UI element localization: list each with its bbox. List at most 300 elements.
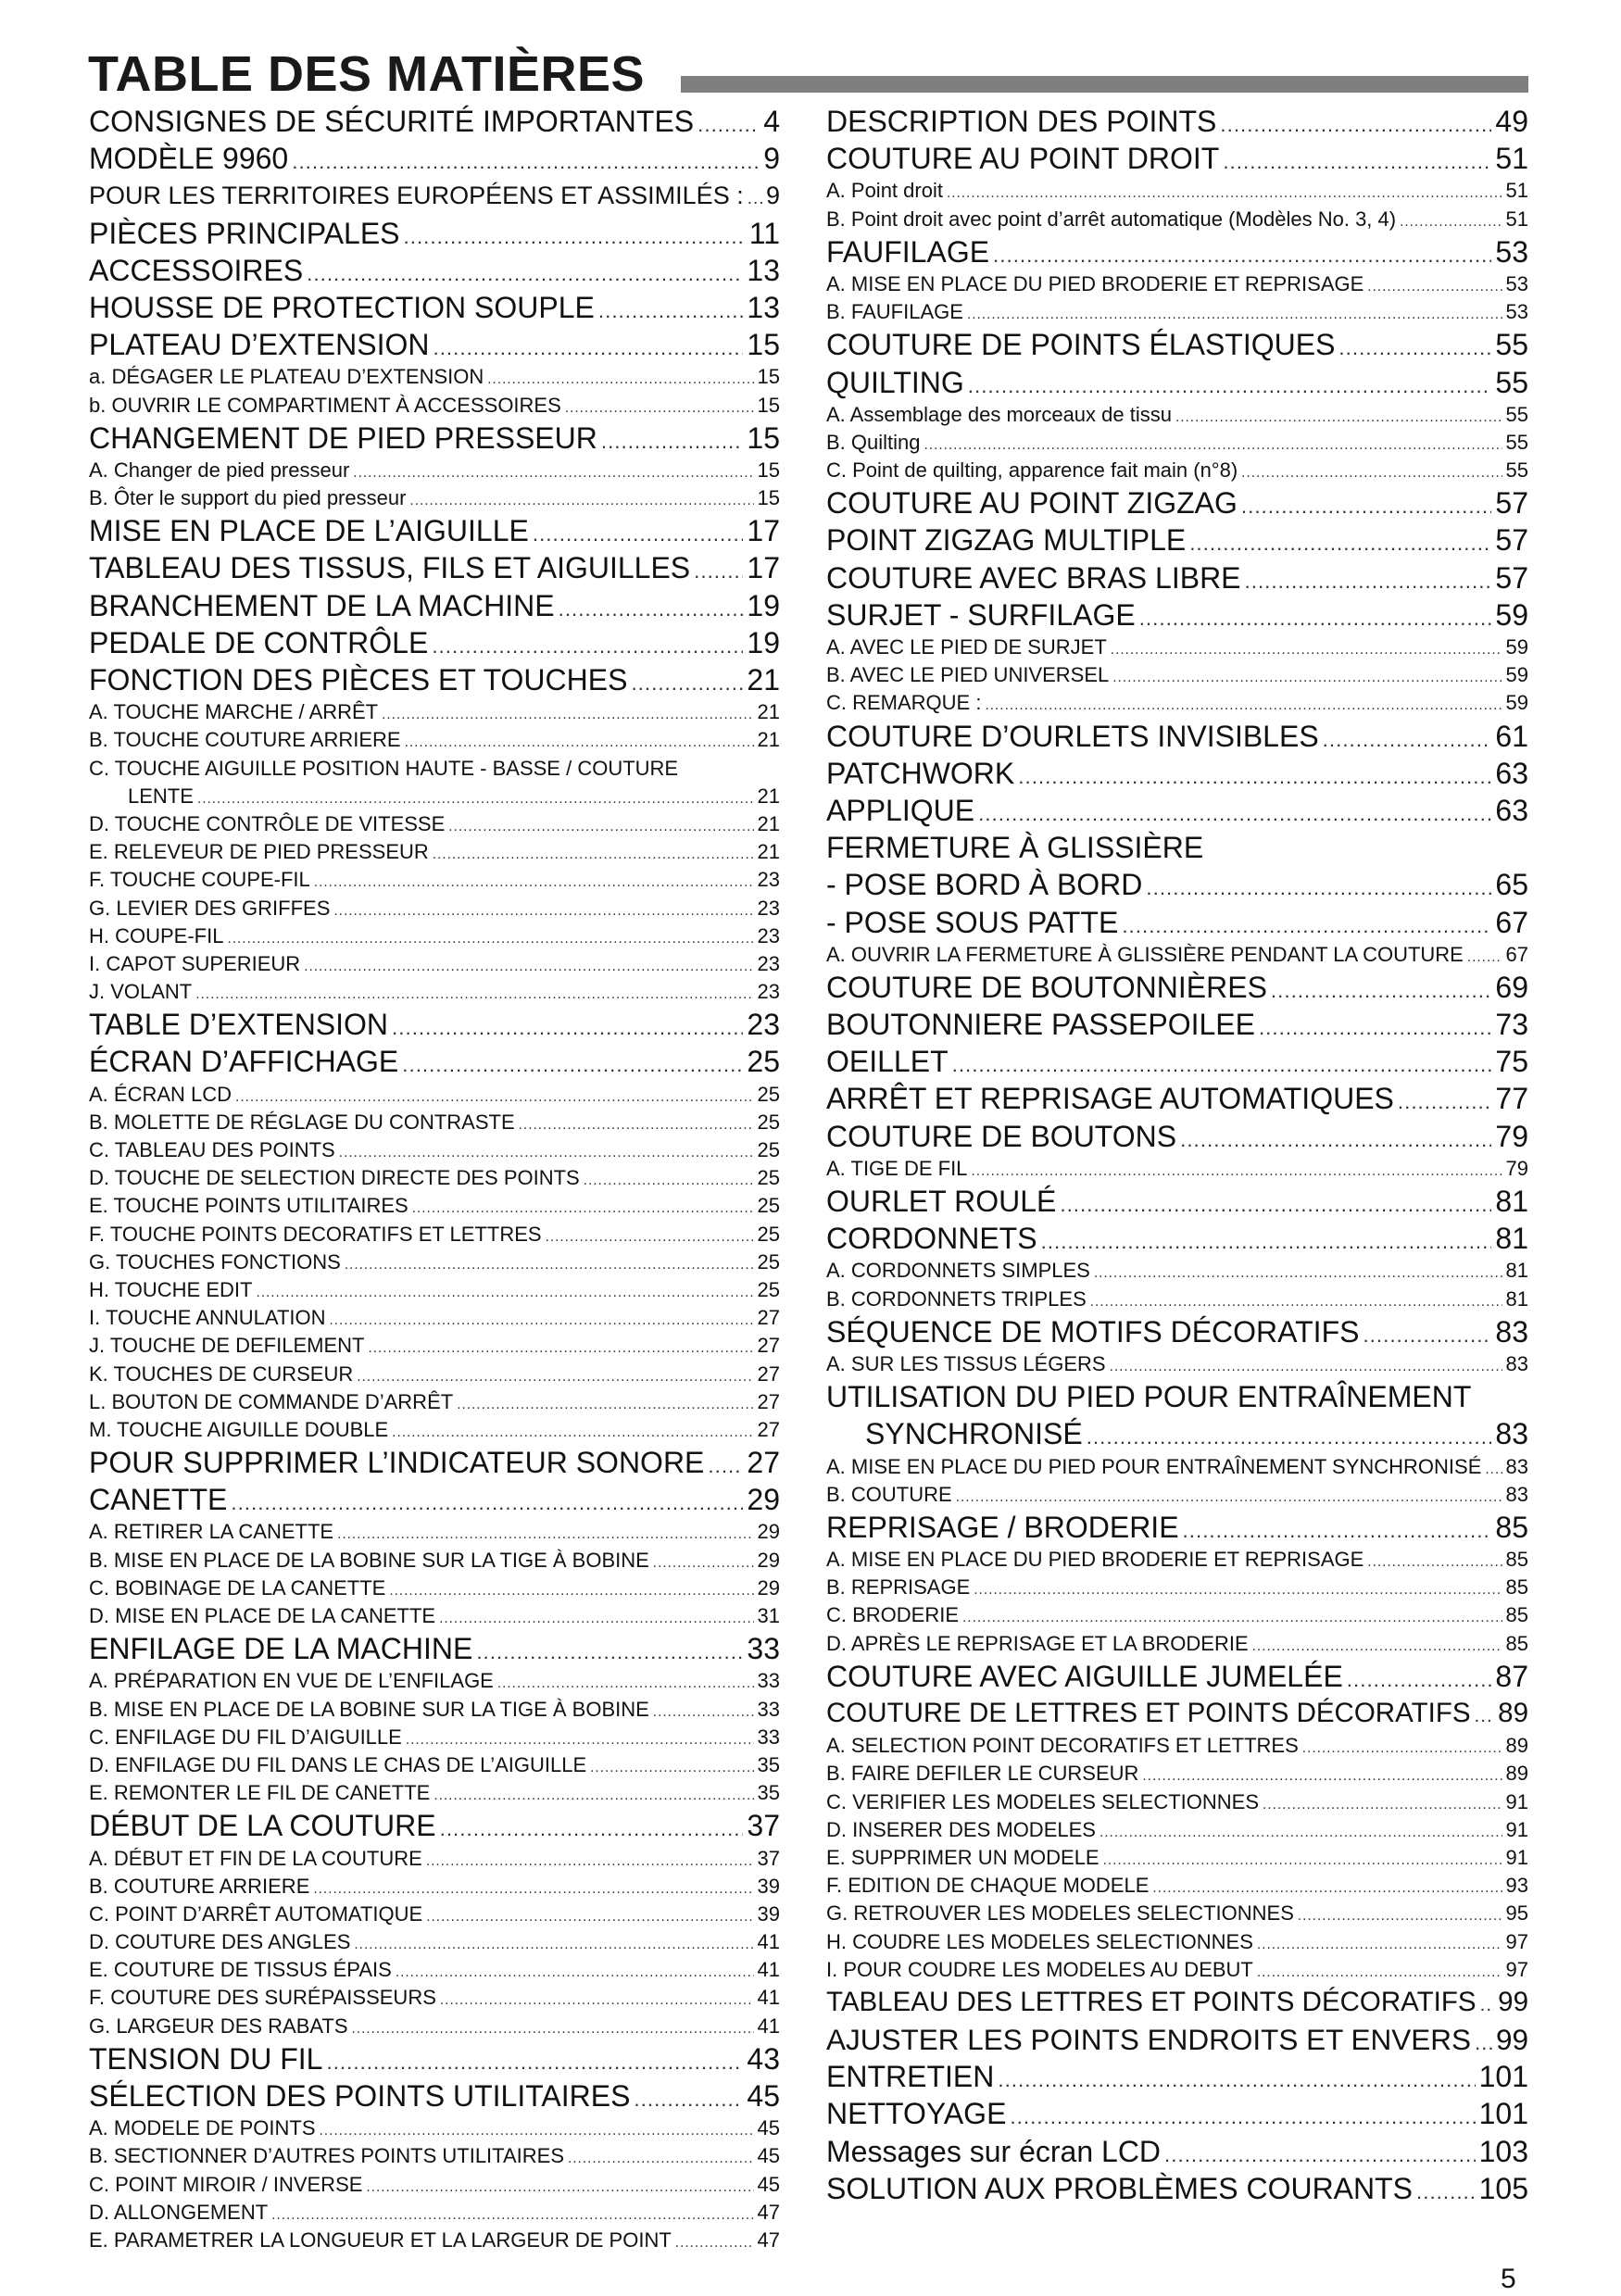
toc-entry-page: 25: [757, 1222, 780, 1246]
toc-entry-page: 51: [1505, 207, 1528, 231]
dot-leader: [1146, 870, 1491, 907]
toc-entry-title: A. TIGE DE FIL: [826, 1156, 968, 1180]
toc-entry-page: 83: [1495, 1314, 1528, 1349]
toc-entry-title: C. REMARQUE :: [826, 691, 982, 715]
toc-entry-title: REPRISAGE / BRODERIE: [826, 1510, 1179, 1544]
toc-entry-page: 81: [1505, 1286, 1528, 1311]
toc-entry-page: 17: [747, 514, 780, 548]
toc-entry-title: F. EDITION DE CHAQUE MODELE: [826, 1874, 1150, 1898]
toc-entry: [826, 521, 1528, 558]
toc-entry-page: 55: [1505, 430, 1528, 454]
dot-leader: [337, 1521, 753, 1549]
dot-leader: [1323, 721, 1492, 759]
toc-entry: [826, 559, 1528, 596]
toc-entry-page: 85: [1495, 1510, 1528, 1544]
toc-subentry: [89, 1416, 780, 1444]
toc-entry: [89, 624, 780, 661]
toc-entry-title: E. COUTURE DE TISSUS ÉPAIS: [89, 1958, 392, 1982]
toc-entry-page: 9: [763, 142, 780, 176]
toc-entry: [826, 904, 1528, 941]
toc-entry-page: 55: [1495, 365, 1528, 399]
toc-entry-title: A. SUR LES TISSUS LÉGERS: [826, 1351, 1106, 1375]
toc-subentry: [826, 1546, 1528, 1574]
toc-entry-page: 51: [1495, 142, 1528, 176]
toc-entry-title: D. ALLONGEMENT: [89, 2200, 269, 2224]
dot-leader: [412, 1195, 754, 1223]
toc-entry-title: C. BRODERIE: [826, 1603, 960, 1627]
toc-entry-title: Messages sur écran LCD: [826, 2134, 1162, 2168]
toc-entry-title: SÉLECTION DES POINTS UTILITAIRES: [89, 2079, 631, 2113]
toc-entry-title: POUR SUPPRIMER L’INDICATEUR SONORE: [89, 1446, 705, 1480]
toc-entry-title: SYNCHRONISÉ: [865, 1417, 1083, 1451]
toc-subentry: [89, 1547, 780, 1575]
toc-subentry: [826, 1481, 1528, 1509]
toc-subentry: [89, 1602, 780, 1630]
toc-entry-title: CORDONNETS: [826, 1222, 1037, 1256]
dot-leader: [697, 107, 760, 144]
toc-entry-title: A. OUVRIR LA FERMETURE À GLISSIÈRE PENDANT LA COUTURE: [826, 942, 1464, 966]
toc-entry: [826, 1313, 1528, 1350]
toc-entry-page: 41: [757, 1958, 780, 1982]
dot-leader: [1060, 1186, 1491, 1223]
toc-entry-page: 65: [1495, 868, 1528, 902]
toc-entry-page: 75: [1495, 1045, 1528, 1079]
toc-entry-title: J. TOUCHE DE DEFILEMENT: [89, 1334, 365, 1358]
dot-leader: [330, 1307, 754, 1335]
toc-entry-title: B. TOUCHE COUTURE ARRIERE: [89, 728, 401, 752]
toc-entry-title: F. TOUCHE COUPE-FIL: [89, 868, 310, 892]
dot-leader: [497, 1670, 754, 1698]
toc-entry: [89, 512, 780, 549]
toc-entry-title: B. Quilting: [826, 430, 921, 454]
dot-leader: [1298, 1902, 1502, 1930]
toc-entry-page: 97: [1505, 1957, 1528, 1981]
toc-subentry: [89, 1751, 780, 1779]
toc-entry-page: 27: [747, 1446, 780, 1480]
toc-entry-title: a. DÉGAGER LE PLATEAU D’EXTENSION: [89, 365, 484, 389]
toc-subentry: [89, 484, 780, 512]
toc-entry: [826, 2021, 1528, 2058]
dot-leader: [487, 366, 753, 394]
toc-entry-title: CONSIGNES DE SÉCURITÉ IMPORTANTES: [89, 105, 695, 138]
dot-leader: [433, 841, 754, 869]
toc-entry-title: COUTURE DE POINTS ÉLASTIQUES: [826, 328, 1336, 362]
toc-entry-title: FONCTION DES PIÈCES ET TOUCHES: [89, 663, 628, 696]
dot-leader: [1257, 1931, 1502, 1959]
toc-entry-page: 13: [747, 253, 780, 287]
toc-entry-page: 27: [757, 1417, 780, 1441]
toc-entry-title: A. Changer de pied presseur: [89, 458, 350, 482]
toc-entry-title: B. Ôter le support du pied presseur: [89, 486, 407, 510]
toc-entry-title: B. MOLETTE DE RÉGLAGE DU CONTRASTE: [89, 1110, 515, 1134]
dot-leader: [559, 591, 744, 628]
dot-leader: [357, 1363, 753, 1391]
dot-leader: [1467, 944, 1502, 972]
toc-entry-title: D. TOUCHE CONTRÔLE DE VITESSE: [89, 811, 446, 835]
dot-leader: [1363, 1317, 1491, 1354]
toc-entry-page: 99: [1498, 1986, 1528, 2017]
dot-leader: [1111, 636, 1502, 664]
dot-leader: [396, 1959, 754, 1987]
dot-leader: [653, 1699, 754, 1726]
toc-entry-page: 53: [1505, 300, 1528, 324]
toc-entry-title: A. Point droit: [826, 179, 943, 203]
toc-entry: [89, 549, 780, 586]
dot-leader: [333, 897, 753, 925]
toc-subentry: [89, 922, 780, 950]
toc-entry: [826, 718, 1528, 755]
dot-leader: [1241, 488, 1492, 525]
toc-entry-title: B. SECTIONNER D’AUTRES POINTS UTILITAIRES: [89, 2144, 564, 2168]
toc-entry-page: 45: [747, 2079, 780, 2113]
dot-leader: [392, 1419, 753, 1447]
toc-entry-page: 25: [757, 1138, 780, 1161]
toc-entry-title: D. ENFILAGE DU FIL DANS LE CHAS DE L’AIGUILLE: [89, 1752, 587, 1776]
dot-leader: [962, 1604, 1502, 1632]
toc-entry-title: NETTOYAGE: [826, 2097, 1007, 2131]
toc-subentry: [89, 2199, 780, 2227]
dot-leader: [708, 1448, 743, 1485]
dot-leader: [195, 981, 753, 1009]
dot-leader: [1263, 1791, 1502, 1819]
toc-entry-page: 19: [747, 588, 780, 622]
dot-leader: [426, 1848, 754, 1876]
toc-entry-title: HOUSSE DE PROTECTION SOUPLE: [89, 290, 595, 324]
dot-leader: [631, 665, 743, 702]
toc-entry-page: 41: [757, 1986, 780, 2010]
dot-leader: [598, 293, 744, 330]
toc-entry-title: A. MODELE DE POINTS: [89, 2116, 316, 2140]
toc-entry-page: 45: [757, 2172, 780, 2196]
toc-entry: [826, 484, 1528, 521]
toc-entry-title: I. TOUCHE ANNULATION: [89, 1306, 326, 1330]
toc-entry-title: E. TOUCHE POINTS UTILITAIRES: [89, 1194, 408, 1218]
toc-entry: [89, 252, 780, 289]
toc-subentry: [826, 401, 1528, 429]
dot-leader: [1139, 600, 1492, 637]
toc-entry: [826, 1695, 1528, 1732]
toc-entry-title: COUTURE AU POINT DROIT: [826, 142, 1220, 176]
dot-leader: [353, 459, 753, 487]
dot-leader: [1367, 1549, 1502, 1576]
toc-entry: [826, 326, 1528, 363]
dot-leader: [998, 2062, 1475, 2099]
toc-subentry: [89, 1518, 780, 1546]
toc-entry-page: 15: [757, 365, 780, 389]
dot-leader: [389, 1577, 753, 1605]
toc-entry-title: ARRÊT ET REPRISAGE AUTOMATIQUES: [826, 1082, 1394, 1116]
toc-entry-title: TENSION DU FIL: [89, 2041, 323, 2076]
toc-entry-title: H. TOUCHE EDIT: [89, 1277, 253, 1301]
toc-subentry: [826, 661, 1528, 689]
dot-leader: [1252, 1633, 1502, 1661]
dot-leader: [993, 237, 1491, 274]
toc-entry-page: 81: [1495, 1222, 1528, 1256]
toc-entry-page: 85: [1505, 1603, 1528, 1627]
dot-leader: [368, 1335, 753, 1362]
toc-subentry: [826, 1732, 1528, 1760]
toc-entry-title: C. TABLEAU DES POINTS: [89, 1138, 335, 1161]
toc-entry-page: 35: [757, 1781, 780, 1805]
toc-entry-page: 99: [1495, 2023, 1528, 2057]
toc-entry-title: A. SELECTION POINT DECORATIFS ET LETTRES: [826, 1734, 1299, 1758]
toc-entry-page: 23: [757, 980, 780, 1004]
toc-entry-title: E. RELEVEUR DE PIED PRESSEUR: [89, 840, 429, 864]
dot-leader: [1142, 1763, 1502, 1790]
toc-entry-page: 39: [757, 1874, 780, 1898]
dot-leader: [434, 1782, 753, 1810]
toc-entry: [89, 326, 780, 363]
toc-subentry: [826, 1844, 1528, 1872]
toc-entry: [826, 1984, 1528, 2021]
toc-entry: [826, 1378, 1528, 1415]
toc-entry-page: 81: [1505, 1259, 1528, 1283]
toc-subentry: [826, 1286, 1528, 1313]
dot-leader: [1041, 1223, 1492, 1261]
toc-entry: [826, 2058, 1528, 2095]
toc-entry-page: 89: [1505, 1762, 1528, 1786]
dot-leader: [392, 1010, 743, 1047]
toc-entry: [826, 1509, 1528, 1546]
dot-leader: [314, 869, 754, 897]
toc-entry-title: - POSE BORD À BORD: [826, 868, 1143, 902]
toc-entry-page: 59: [1505, 663, 1528, 687]
toc-entry-page: 55: [1505, 402, 1528, 426]
toc-entry-title: MISE EN PLACE DE L’AIGUILLE: [89, 514, 529, 548]
toc-entry-page: 101: [1478, 2060, 1528, 2094]
toc-entry-title: ENFILAGE DE LA MACHINE: [89, 1632, 473, 1666]
toc-entry-title: ACCESSOIRES: [89, 253, 304, 287]
toc-subentry: [89, 2171, 780, 2199]
toc-subentry: [89, 392, 780, 420]
toc-entry: [89, 1481, 780, 1518]
toc-entry-page: 101: [1478, 2097, 1528, 2131]
dot-leader: [924, 432, 1502, 459]
dot-leader: [967, 301, 1502, 329]
toc-entry-title: C. BOBINAGE DE LA CANETTE: [89, 1575, 386, 1600]
toc-entry: [89, 420, 780, 457]
toc-entry-page: 33: [757, 1725, 780, 1749]
toc-entry-title: UTILISATION DU PIED POUR ENTRAÎNEMENT: [826, 1380, 1472, 1414]
toc-entry-page: 89: [1498, 1698, 1528, 1728]
toc-entry: [89, 103, 780, 140]
toc-entry: [826, 755, 1528, 792]
dot-leader: [440, 1811, 744, 1848]
toc-entry: [826, 792, 1528, 829]
toc-entry-page: 63: [1495, 793, 1528, 827]
dot-leader: [409, 487, 753, 515]
dot-leader: [382, 701, 753, 729]
dot-leader: [404, 219, 746, 256]
dot-leader: [568, 2145, 754, 2173]
toc-entry-title: APPLIQUE: [826, 793, 975, 827]
toc-subentry: [89, 698, 780, 726]
toc-entry-title: B. AVEC LE PIED UNIVERSEL: [826, 663, 1110, 687]
dot-leader: [448, 813, 753, 841]
toc-entry: [826, 2095, 1528, 2132]
dot-leader: [1090, 1288, 1502, 1316]
toc-entry-title: K. TOUCHES DE CURSEUR: [89, 1361, 354, 1386]
toc-entry-title: COUTURE AU POINT ZIGZAG: [826, 486, 1238, 521]
toc-entry-title: M. TOUCHE AIGUILLE DOUBLE: [89, 1417, 389, 1441]
toc-subentry: [89, 783, 780, 810]
toc-entry-title: H. COUPE-FIL: [89, 923, 224, 947]
toc-entry-page: 23: [747, 1008, 780, 1042]
toc-subentry: [89, 810, 780, 838]
toc-subentry: [826, 1760, 1528, 1788]
toc-entry-title: I. CAPOT SUPERIEUR: [89, 951, 301, 975]
toc-subentry: [826, 1956, 1528, 1984]
dot-leader: [271, 2202, 753, 2229]
toc-entry: [89, 289, 780, 326]
dot-leader: [653, 1549, 754, 1577]
dot-leader: [1010, 2099, 1475, 2136]
toc-entry-title: DESCRIPTION DES POINTS: [826, 105, 1217, 138]
toc-entry: [826, 1220, 1528, 1257]
toc-subentry: [826, 1574, 1528, 1601]
dot-leader: [1122, 908, 1491, 945]
toc-subentry: [89, 1081, 780, 1109]
toc-entry: [826, 1415, 1528, 1452]
toc-subentry: [826, 1601, 1528, 1629]
dot-leader: [406, 1726, 754, 1754]
toc-entry-page: 73: [1495, 1008, 1528, 1042]
toc-subentry: [89, 1779, 780, 1807]
toc-entry-title: PATCHWORK: [826, 756, 1015, 790]
toc-entry-page: 91: [1505, 1845, 1528, 1869]
toc-entry: [826, 829, 1528, 866]
dot-leader: [1094, 1260, 1502, 1287]
toc-subentry: [89, 1984, 780, 2012]
dot-leader: [748, 181, 762, 218]
toc-subentry: [89, 457, 780, 484]
toc-entry: [826, 103, 1528, 140]
toc-entry-title: PIÈCES PRINCIPALES: [89, 216, 400, 250]
toc-entry: [826, 140, 1528, 177]
toc-entry: [89, 177, 780, 214]
toc-entry-title: D. APRÈS LE REPRISAGE ET LA BRODERIE: [826, 1631, 1249, 1655]
toc-entry-title: C. POINT D’ARRÊT AUTOMATIQUE: [89, 1901, 423, 1926]
toc-entry: [89, 1630, 780, 1667]
toc-entry: [89, 140, 780, 177]
toc-entry: [89, 1807, 780, 1844]
toc-subentry: [89, 895, 780, 922]
dot-leader: [1259, 1010, 1491, 1047]
toc-entry-title: B. MISE EN PLACE DE LA BOBINE SUR LA TIGE À BOBINE: [89, 1548, 649, 1572]
dot-leader: [1480, 1987, 1495, 2024]
toc-subentry: [89, 1724, 780, 1751]
toc-subentry: [89, 838, 780, 866]
toc-entry-page: 43: [747, 2041, 780, 2076]
toc-subentry: [826, 1816, 1528, 1844]
dot-leader: [231, 1485, 743, 1522]
dot-leader: [320, 2117, 754, 2145]
toc-subentry: [89, 1696, 780, 1724]
toc-subentry: [826, 298, 1528, 326]
toc-entry-page: 95: [1505, 1901, 1528, 1926]
toc-entry-page: 105: [1478, 2171, 1528, 2205]
toc-entry: [826, 1118, 1528, 1155]
toc-entry-page: 15: [757, 486, 780, 510]
toc-entry-page: 15: [757, 458, 780, 482]
toc-subentry: [89, 1248, 780, 1276]
toc-entry-title: FAUFILAGE: [826, 234, 990, 269]
toc-subentry: [89, 866, 780, 894]
toc-entry-title: E. PARAMETRER LA LONGUEUR ET LA LARGEUR DE POINT: [89, 2227, 672, 2252]
dot-leader: [1347, 1662, 1492, 1699]
toc-subentry: [826, 1872, 1528, 1900]
toc-entry: [89, 587, 780, 624]
toc-entry-title: J. VOLANT: [89, 980, 193, 1004]
toc-entry-page: 97: [1505, 1929, 1528, 1953]
dot-leader: [1416, 2174, 1476, 2211]
toc-entry-title: A. TOUCHE MARCHE / ARRÊT: [89, 700, 379, 724]
toc-entry: [826, 1043, 1528, 1080]
toc-entry-page: 25: [747, 1045, 780, 1079]
toc-entry-page: 23: [757, 951, 780, 975]
toc-entry-page: 21: [757, 700, 780, 724]
toc-entry-page: 23: [757, 896, 780, 920]
toc-entry-title: F. TOUCHE POINTS DECORATIFS ET LETTRES: [89, 1222, 542, 1246]
toc-entry-title: A. MISE EN PLACE DU PIED BRODERIE ET REPRISAGE: [826, 271, 1364, 295]
toc-entry-title: H. COUDRE LES MODELES SELECTIONNES: [826, 1929, 1253, 1953]
dot-leader: [313, 1876, 753, 1903]
toc-entry-title: B. FAIRE DEFILER LE CURSEUR: [826, 1762, 1139, 1786]
dot-leader: [1164, 2137, 1476, 2174]
dot-leader: [1302, 1735, 1502, 1763]
toc-entry-title: D. COUTURE DES ANGLES: [89, 1930, 351, 1954]
toc-entry-title: PLATEAU D’EXTENSION: [89, 328, 430, 362]
dot-leader: [1100, 1819, 1502, 1847]
dot-leader: [457, 1391, 753, 1419]
toc-subentry: [826, 1453, 1528, 1481]
toc-entry-title: TABLEAU DES TISSUS, FILS ET AIGUILLES: [89, 551, 691, 585]
toc-entry-title: MODÈLE 9960: [89, 142, 289, 176]
toc-subentry: [89, 1575, 780, 1602]
toc-entry-page: 89: [1505, 1734, 1528, 1758]
toc-entry-page: 23: [757, 868, 780, 892]
toc-entry-title: C. POINT MIROIR / INVERSE: [89, 2172, 363, 2196]
toc-entry-page: 57: [1495, 560, 1528, 595]
toc-entry-title: COUTURE AVEC AIGUILLE JUMELÉE: [826, 1659, 1343, 1693]
toc-entry-page: 33: [757, 1669, 780, 1693]
toc-entry-title: G. LEVIER DES GRIFFES: [89, 896, 331, 920]
toc-entry-page: 25: [757, 1194, 780, 1218]
toc-subentry: [89, 1192, 780, 1220]
dot-leader: [947, 180, 1502, 207]
toc-subentry: [826, 270, 1528, 298]
toc-entry: [826, 364, 1528, 401]
toc-entry-page: 85: [1505, 1575, 1528, 1600]
toc-subentry: [826, 941, 1528, 969]
toc-subentry: [89, 1332, 780, 1360]
toc-entry-title: POUR LES TERRITOIRES EUROPÉENS ET ASSIMILÉS :: [89, 182, 744, 210]
toc-entry-title: G. RETROUVER LES MODELES SELECTIONNES: [826, 1901, 1294, 1926]
toc-entry-page: 25: [757, 1110, 780, 1134]
dot-leader: [519, 1111, 754, 1139]
toc-subentry: [826, 1900, 1528, 1927]
toc-entry-page: 67: [1505, 942, 1528, 966]
toc-subentry: [826, 206, 1528, 233]
dot-leader: [952, 1047, 1492, 1084]
toc-subentry: [89, 1109, 780, 1136]
dot-leader: [1485, 1456, 1502, 1484]
dot-leader: [326, 2044, 743, 2081]
toc-entry-page: 59: [1505, 635, 1528, 659]
toc-subentry: [89, 2013, 780, 2040]
toc-entry-page: 17: [747, 551, 780, 585]
toc-entry: [826, 233, 1528, 270]
